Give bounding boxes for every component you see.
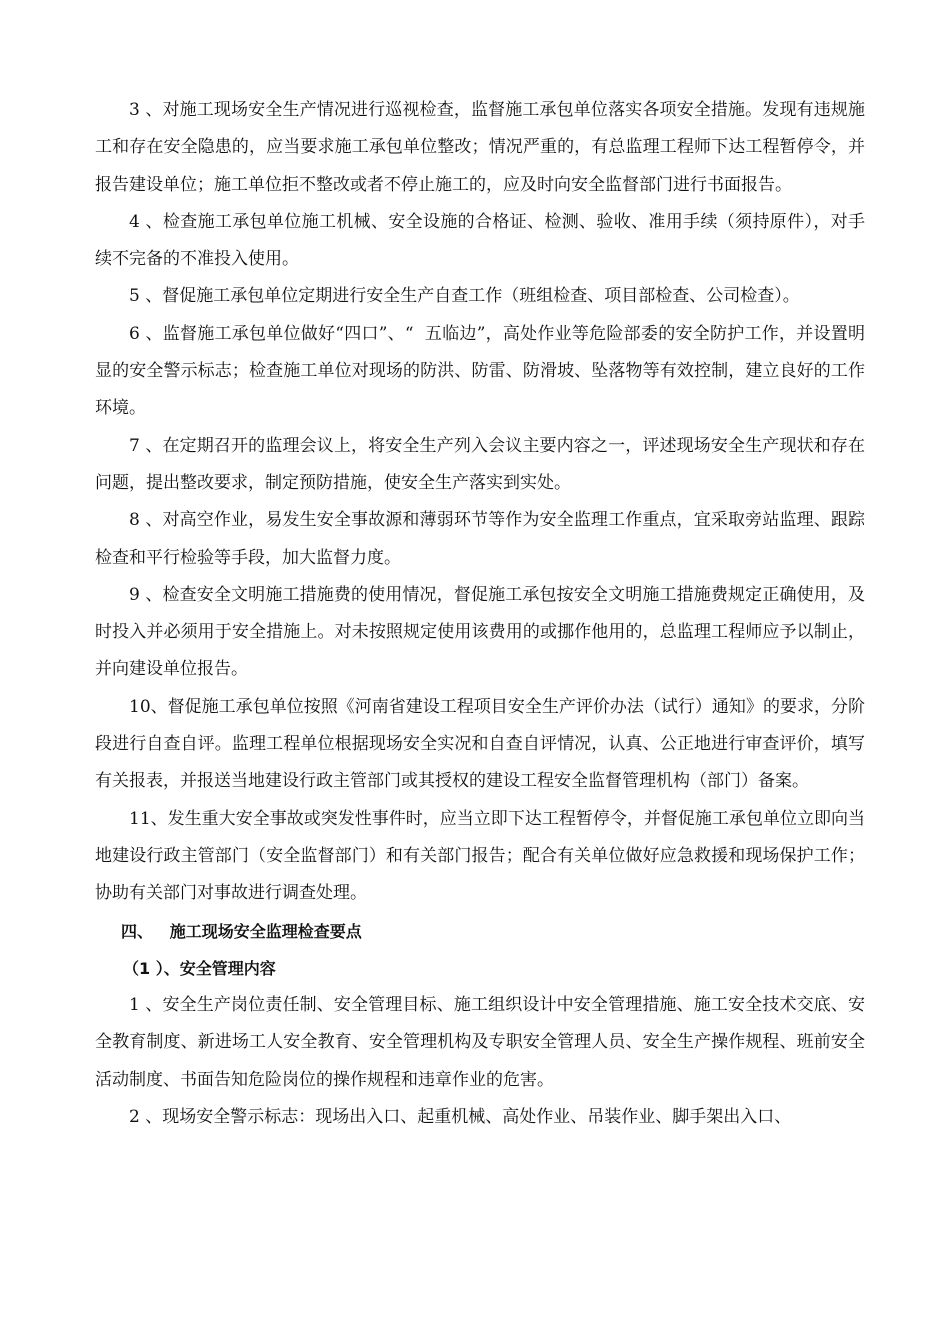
paragraph-item-3: 3 、对施工现场安全生产情况进行巡视检查，监督施工承包单位落实各项安全措施。发现有违规施工和存在安全隐患的，应当要求施工承包单位整改；情况严重的，有总监理工程师下达工程暂停令，并报告建设单位；施工单位拒不整改或者不停止施工的，应及时向安全监督部门进行书面报告。 (95, 100, 865, 195)
paragraph-item-5: 5 、督促施工承包单位定期进行安全生产自查工作（班组检查、项目部检查、公司检查）。 (129, 286, 800, 307)
paragraph-item-9: 9 、检查安全文明施工措施费的使用情况，督促施工承包按安全文明施工措施费规定正确使用，及时投入并必须用于安全措施上。对未按照规定使用该费用的或挪作他用的，总监理工程师应予以制止，并向建设单位报告。 (95, 584, 865, 680)
paragraph-management-1: 1 、安全生产岗位责任制、安全管理目标、施工组织设计中安全管理措施、施工安全技术交底、安全教育制度、新进场工人安全教育、安全管理机构及专职安全管理人员、安全生产操作规程、班前安全活动制度、书面告知危险岗位的操作规程和违章作业的危害。 (95, 995, 865, 1090)
paragraph-item-4: 4 、检查施工承包单位施工机械、安全设施的合格证、检测、验收、准用手续（须持原件），对手续不完备的不准投入使用。 (95, 211, 865, 270)
paragraph-management-2: 2 、现场安全警示标志：现场出入口、起重机械、高处作业、吊装作业、脚手架出入口、 (129, 1107, 792, 1128)
paragraph-item-7: 7 、在定期召开的监理会议上，将安全生产列入会议主要内容之一，评述现场安全生产现状和存在问题，提出整改要求，制定预防措施，使安全生产落实到实处。 (95, 435, 865, 493)
paragraph-item-11: 11、发生重大安全事故或突发性事件时，应当立即下达工程暂停令，并督促施工承包单位立即向当地建设行政主管部门（安全监督部门）和有关部门报告；配合有关单位做好应急救援和现场保护工作；协助有关部门对事故进行调查处理。 (95, 808, 865, 904)
section-heading: 四、 施工现场安全监理检查要点 (121, 921, 362, 941)
paragraph-item-10: 10、督促施工承包单位按照《河南省建设工程项目安全生产评价办法（试行）通知》的要求，分阶段进行自查自评。监理工程单位根据现场安全实况和自查自评情况，认真、公正地进行审查评价，填写有关报表，并报送当地建设行政主管部门或其授权的建设工程安全监督管理机构（部门）备案。 (95, 696, 865, 792)
paragraph-item-8: 8 、对高空作业，易发生安全事故源和薄弱环节等作为安全监理工作重点，宜采取旁站监理、跟踪检查和平行检验等手段，加大监督力度。 (95, 510, 865, 568)
document-page (95, 92, 865, 1136)
subsection-heading: （1 ）、安全管理内容 (123, 958, 276, 978)
paragraph-item-6: 6 、监督施工承包单位做好“四口”、“ 五临边”，高处作业等危险部委的安全防护工作，并设置明显的安全警示标志；检查施工单位对现场的防洪、防雷、防滑坡、坠落物等有效控制，建立良好的工作环境。 (95, 323, 865, 419)
